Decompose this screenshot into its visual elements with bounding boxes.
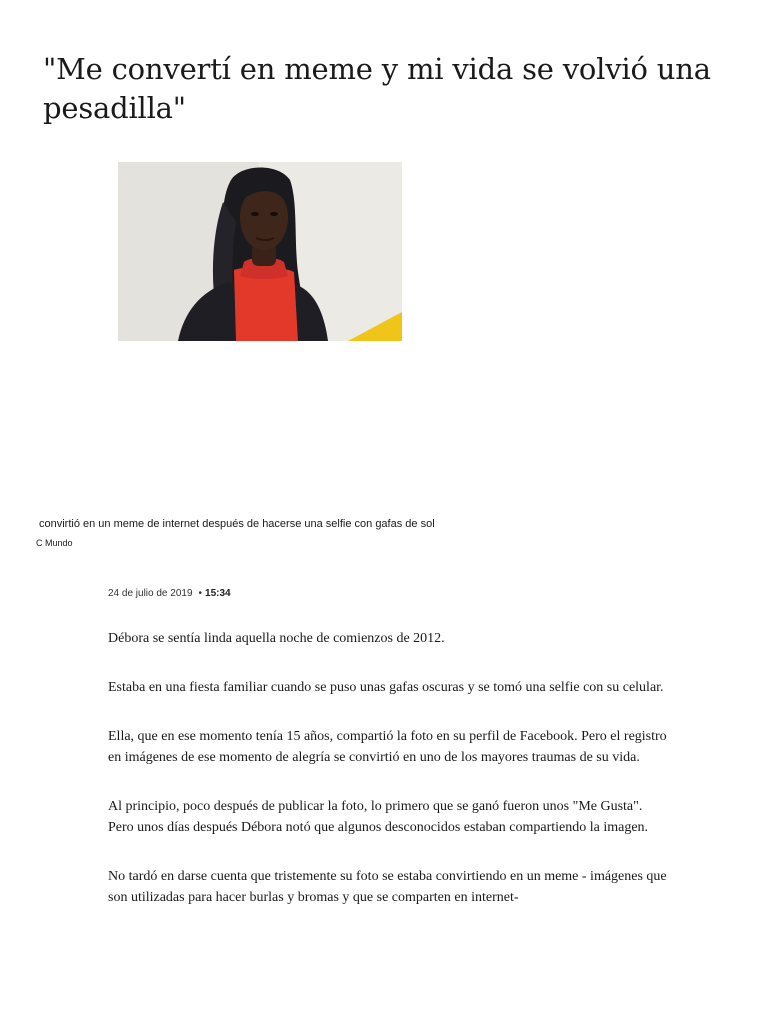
article-body bbox=[108, 628, 668, 936]
article-paragraph: Débora se sentía linda aquella noche de comienzos de 2012. bbox=[108, 631, 445, 646]
article-paragraph: Estaba en una fiesta familiar cuando se puso unas gafas oscuras y se tomó una selfie con su celular. bbox=[108, 680, 664, 695]
article-dateline bbox=[108, 587, 231, 600]
publish-date: 24 de julio de 2019 bbox=[108, 588, 193, 599]
photo-caption: convirtió en un meme de internet después de hacerse una selfie con gafas de sol bbox=[39, 518, 435, 530]
photo-credit: C Mundo bbox=[36, 538, 73, 548]
publish-time: 15:34 bbox=[205, 588, 231, 599]
date-separator: • bbox=[198, 588, 203, 599]
article-headline: "Me convertí en meme y mi vida se volvió una pesadilla" bbox=[43, 52, 711, 125]
article-hero-photo bbox=[118, 162, 402, 341]
article-paragraph: Ella, que en ese momento tenía 15 años, compartió la foto en su perfil de Facebook. Pero el registro en imágenes de ese momento de alegría se convirtió en uno de los mayores traumas de su vida. bbox=[108, 729, 667, 765]
article-paragraph: Al principio, poco después de publicar la foto, lo primero que se ganó fueron unos "Me Gusta". Pero unos días después Débora notó que algunos desconocidos estaban compartiendo la imagen. bbox=[108, 799, 649, 835]
article-paragraph: No tardó en darse cuenta que tristemente su foto se estaba convirtiendo en un meme - imágenes que son utilizadas para hacer burlas y bromas y que se comparten en internet- bbox=[108, 869, 667, 905]
